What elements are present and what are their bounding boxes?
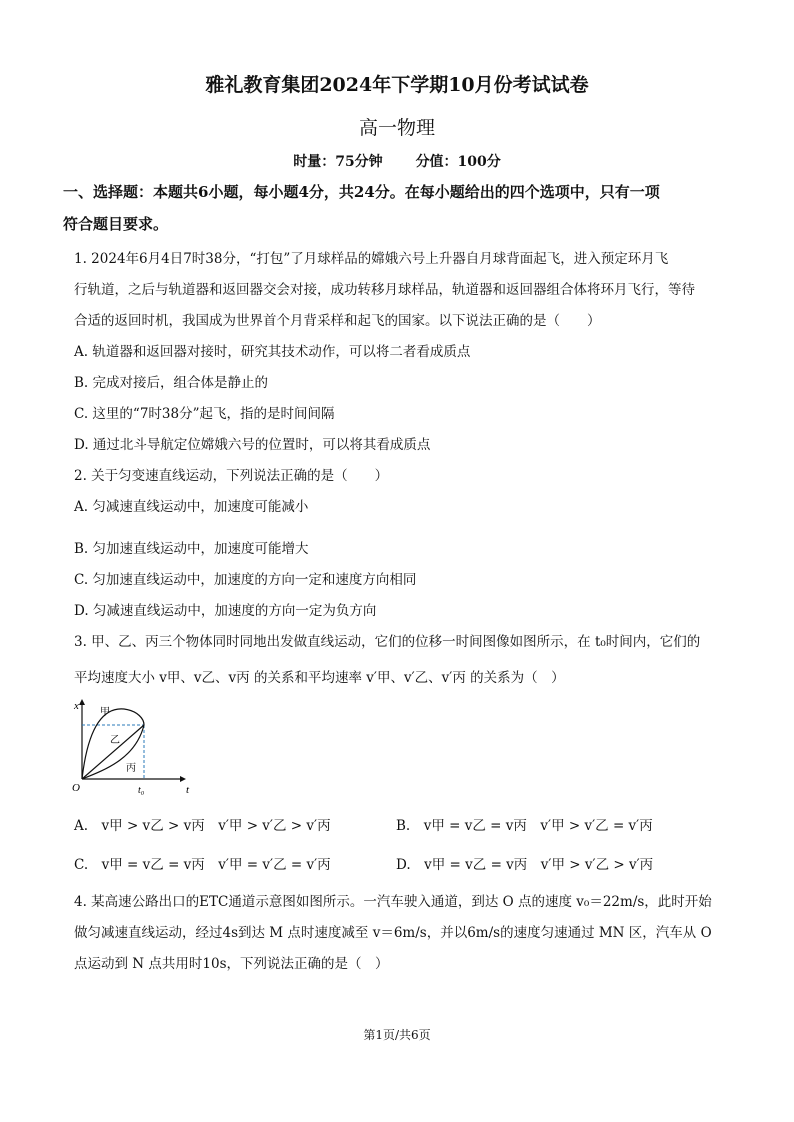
q1-stem-line2: 行轨道，之后与轨道器和返回器交会对接，成功转移月球样品，轨道器和返回器组合体将环月飞行，等待 xyxy=(74,282,695,298)
total-score: 分值：100分 xyxy=(415,154,501,170)
q3-stem-line2: 平均速度大小 v甲、v乙、v丙 的关系和平均速率 v′甲、v′乙、v′丙 的关系为（ ） xyxy=(74,670,565,686)
q3-option-d: D. v甲 = v乙 = v丙 v′甲 > v′乙 > v′丙 xyxy=(396,857,654,873)
q4-stem-line2: 做匀减速直线运动，经过4s到达 M 点时速度减至 v＝6m/s，并以6m/s的速度匀速通过 MN 区，汽车从 O xyxy=(74,925,712,941)
q3-option-a: A. v甲 > v乙 > v丙 v′甲 > v′乙 > v′丙 xyxy=(74,818,331,834)
q3-option-b: B. v甲 = v乙 = v丙 v′甲 > v′乙 = v′丙 xyxy=(396,818,653,834)
q2-option-d: D. 匀减速直线运动中，加速度的方向一定为负方向 xyxy=(74,603,377,619)
label-bing: 丙 xyxy=(126,763,136,774)
q1-option-d: D. 通过北斗导航定位嫦娥六号的位置时，可以将其看成质点 xyxy=(74,437,431,453)
q2-stem: 2. 关于匀变速直线运动，下列说法正确的是（ ） xyxy=(74,468,389,484)
exam-title: 雅礼教育集团2024年下学期10月份考试试卷 xyxy=(205,74,589,96)
q2-option-c: C. 匀加速直线运动中，加速度的方向一定和速度方向相同 xyxy=(74,572,417,588)
xt-graph-svg xyxy=(68,697,198,797)
label-yi: 乙 xyxy=(110,735,120,746)
q1-option-b: B. 完成对接后，组合体是静止的 xyxy=(74,375,269,391)
q3-stem-line1: 3. 甲、乙、丙三个物体同时同地出发做直线运动，它们的位移一时间图像如图所示，在 t₀时间内，它们的 xyxy=(74,634,701,650)
q3-option-c: C. v甲 = v乙 = v丙 v′甲 = v′乙 = v′丙 xyxy=(74,857,331,873)
q1-stem-line3: 合适的返回时机，我国成为世界首个月背采样和起飞的国家。以下说法正确的是（ ） xyxy=(74,313,601,329)
section-heading-line1: 一、选择题：本题共6小题，每小题4分，共24分。在每小题给出的四个选项中，只有一项 xyxy=(63,183,660,201)
q4-stem-line1: 4. 某高速公路出口的ETC通道示意图如图所示。一汽车驶入通道，到达 O 点的速度 v₀＝22m/s，此时开始 xyxy=(74,894,712,910)
subject-title: 高一物理 xyxy=(358,117,435,139)
q1-option-c: C. 这里的“7时38分”起飞，指的是时间间隔 xyxy=(74,406,335,422)
t0-label: t₀ xyxy=(138,785,145,796)
q1-stem-line1: 1. 2024年6月4日7时38分，“打包”了月球样品的嫦娥六号上升器自月球背面起飞，进入预定环月飞 xyxy=(74,251,669,267)
time-limit: 时量：75分钟 xyxy=(293,154,383,170)
section-heading-line2: 符合题目要求。 xyxy=(63,215,169,233)
t-axis-label: t xyxy=(186,784,190,796)
q1-option-a: A. 轨道器和返回器对接时，研究其技术动作，可以将二者看成质点 xyxy=(74,344,471,360)
xt-graph xyxy=(68,697,198,801)
origin-label: O xyxy=(72,782,80,794)
x-axis-arrow xyxy=(79,699,85,705)
q4-stem-line3: 点运动到 N 点共用时10s，下列说法正确的是（ ） xyxy=(74,956,389,972)
q2-option-a: A. 匀减速直线运动中，加速度可能减小 xyxy=(74,499,309,515)
page-footer: 第1页/共6页 xyxy=(363,1028,431,1042)
label-jia: 甲 xyxy=(100,707,110,718)
t-axis-arrow xyxy=(180,776,186,782)
x-axis-label: x xyxy=(74,700,79,712)
exam-meta xyxy=(0,151,794,171)
q2-option-b: B. 匀加速直线运动中，加速度可能增大 xyxy=(74,541,309,557)
